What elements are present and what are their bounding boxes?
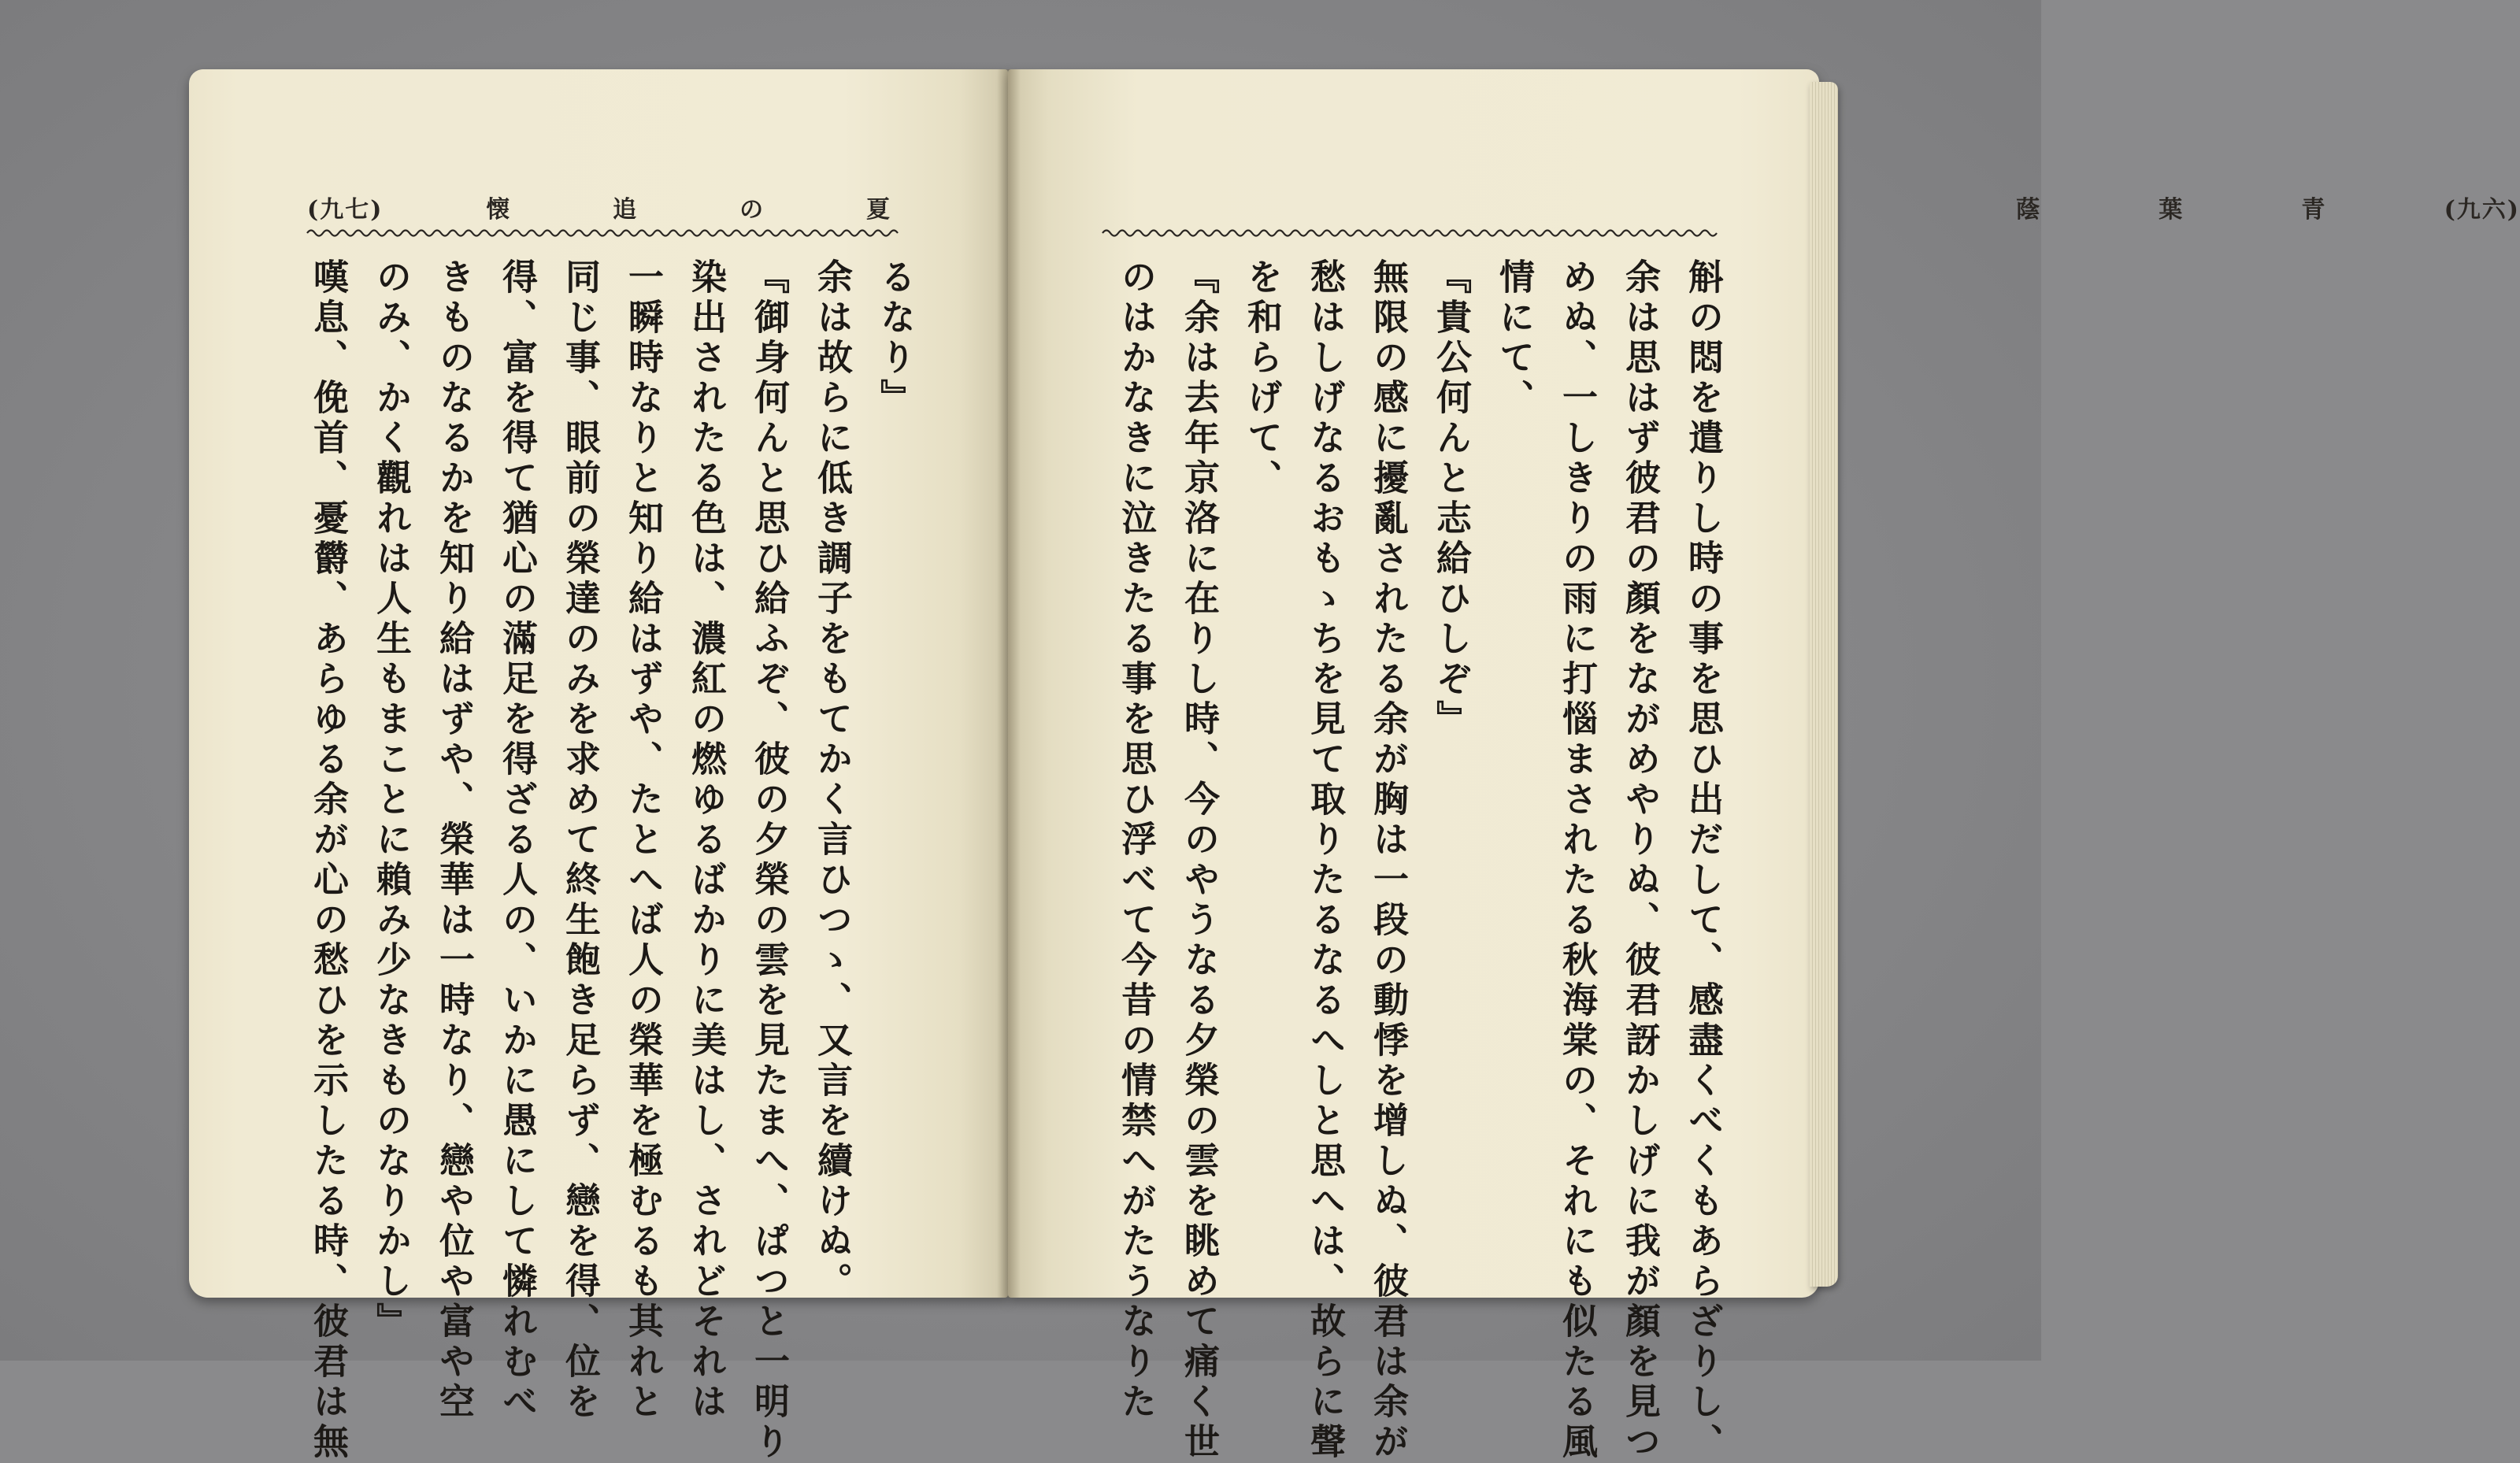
text-column: 無限の感に擾亂されたる余が胸は一段の動悸を增しぬ、彼君は余が <box>1367 258 1409 1463</box>
page-block-edge <box>1810 82 1838 1287</box>
text-column: 得、富を得て猶心の滿足を得ざる人の、いかに愚にして憐れむべ <box>496 258 538 1423</box>
left-page-number: (九七) <box>307 196 384 224</box>
text-column: 愁はしげなるおもゝちを見て取りたるなるへしと思へは、故らに聲 <box>1304 258 1346 1463</box>
text-column: 『貴公何んと志給ひしぞ』 <box>1430 258 1472 740</box>
text-column: 同じ事、眼前の榮達のみを求めて終生飽き足らず、戀を得、位を <box>559 258 601 1423</box>
running-title-char: 蔭 <box>2016 196 2040 224</box>
text-column: 『余は去年京洛に在りし時、今のやうなる夕榮の雲を眺めて痛く世 <box>1178 258 1220 1463</box>
header-wavy-rule <box>1102 225 1717 241</box>
right-page <box>1008 69 2520 1463</box>
text-column: るなり』 <box>874 258 916 419</box>
open-book <box>189 69 2520 1463</box>
running-title-char: の <box>739 196 764 224</box>
right-page-header <box>2016 187 2520 227</box>
text-column: を和らげて、 <box>1241 258 1283 499</box>
text-column: のはかなきに泣きたる事を思ひ浮べて今昔の情禁へがたうなりた <box>1115 258 1157 1423</box>
text-column: 一瞬時なりと知り給はずや、たとへば人の榮華を極むるも其れと <box>622 258 664 1423</box>
text-column: めぬ、一しきりの雨に打惱まされたる秋海棠の、それにも似たる風 <box>1556 258 1598 1463</box>
book-gutter <box>997 69 1021 1298</box>
running-title-char: 夏 <box>865 196 890 224</box>
left-page <box>189 69 1008 1463</box>
text-column: 斛の悶を遣りし時の事を思ひ出だして、感盡くべくもあらざりし、 <box>1682 258 1724 1463</box>
text-column: 余は故らに低き調子をもてかく言ひつゝ、又言を續けぬ。 <box>811 258 853 1302</box>
text-column: 余は思はず彼君の顏をながめやりぬ、彼君訝かしげに我が顏を見つ <box>1619 258 1661 1463</box>
text-column: のみ、かく觀れは人生もまことに賴み少なきものなりかし』 <box>370 258 412 1343</box>
text-column: きものなるかを知り給はずや、榮華は一時なり、戀や位や富や空 <box>433 258 475 1423</box>
text-column: 染出されたる色は、濃紅の燃ゆるばかりに美はし、されどそれは <box>685 258 727 1423</box>
running-title-char: 青 <box>2301 196 2325 224</box>
right-page-number: (九六) <box>2444 196 2520 224</box>
text-column: 情にて、 <box>1493 258 1535 419</box>
running-title-char: 懐 <box>486 196 510 224</box>
header-wavy-rule <box>307 225 898 241</box>
left-page-header <box>307 187 890 227</box>
text-column: 『御身何んと思ひ給ふぞ、彼の夕榮の雲を見たまへ、ぱつと一明り <box>748 258 790 1463</box>
running-title-char: 追 <box>613 196 637 224</box>
running-title-char: 葉 <box>2159 196 2183 224</box>
text-column: 嘆息、俛首、憂欝、あらゆる余が心の愁ひを示したる時、彼君は無 <box>307 258 349 1463</box>
